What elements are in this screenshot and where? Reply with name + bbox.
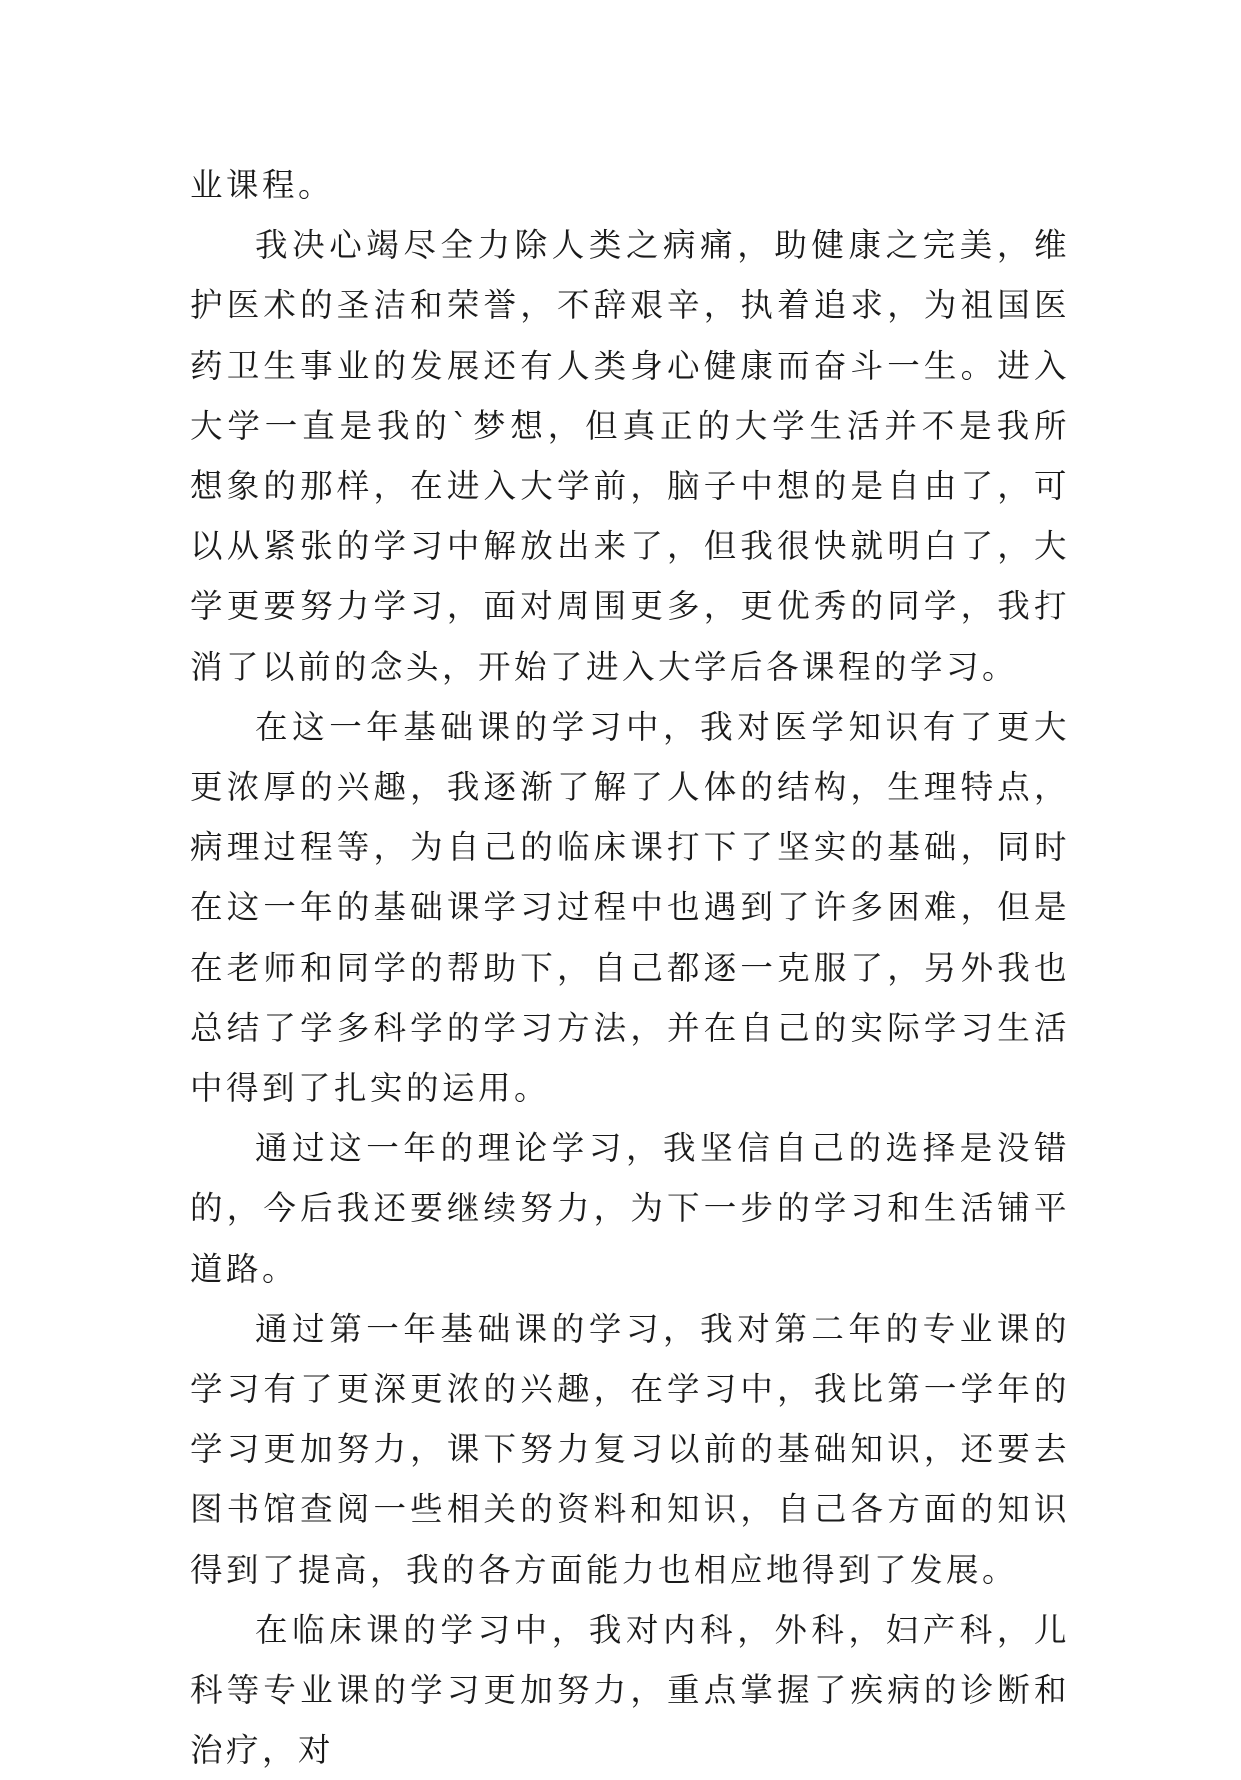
document-body bbox=[190, 155, 1070, 1780]
paragraph-6: 在临床课的学习中，我对内科，外科，妇产科，儿科等专业课的学习更加努力，重点掌握了疾病的诊断和治疗，对 bbox=[190, 1610, 1070, 1770]
paragraph-2: 我决心竭尽全力除人类之病痛，助健康之完美，维护医术的圣洁和荣誉，不辞艰辛，执着追求，为祖国医药卫生事业的发展还有人类身心健康而奋斗一生。进入大学一直是我的`梦想，但真正的大学生活并不是我所想象的那样，在进入大学前，脑子中想的是自由了，可以从紧张的学习中解放出来了，但我很快就明白了，大学更要努力学习，面对周围更多，更优秀的同学，我打消了以前的念头，开始了进入大学后各课程的学习。 bbox=[190, 226, 1070, 686]
paragraph-3: 在这一年基础课的学习中，我对医学知识有了更大更浓厚的兴趣，我逐渐了解了人体的结构，生理特点，病理过程等，为自己的临床课打下了坚实的基础，同时在这一年的基础课学习过程中也遇到了许多困难，但是在老师和同学的帮助下，自己都逐一克服了，另外我也总结了学多科学的学习方法，并在自己的实际学习生活中得到了扎实的运用。 bbox=[190, 707, 1070, 1108]
paragraph-5: 通过第一年基础课的学习，我对第二年的专业课的学习有了更深更浓的兴趣，在学习中，我比第一学年的学习更加努力，课下努力复习以前的基础知识，还要去图书馆查阅一些相关的资料和知识，自己各方面的知识得到了提高，我的各方面能力也相应地得到了发展。 bbox=[190, 1309, 1070, 1589]
paragraph-4: 通过这一年的理论学习，我坚信自己的选择是没错的，今后我还要继续努力，为下一步的学习和生活铺平道路。 bbox=[190, 1129, 1070, 1288]
paragraph-1: 业课程。 bbox=[190, 166, 335, 204]
